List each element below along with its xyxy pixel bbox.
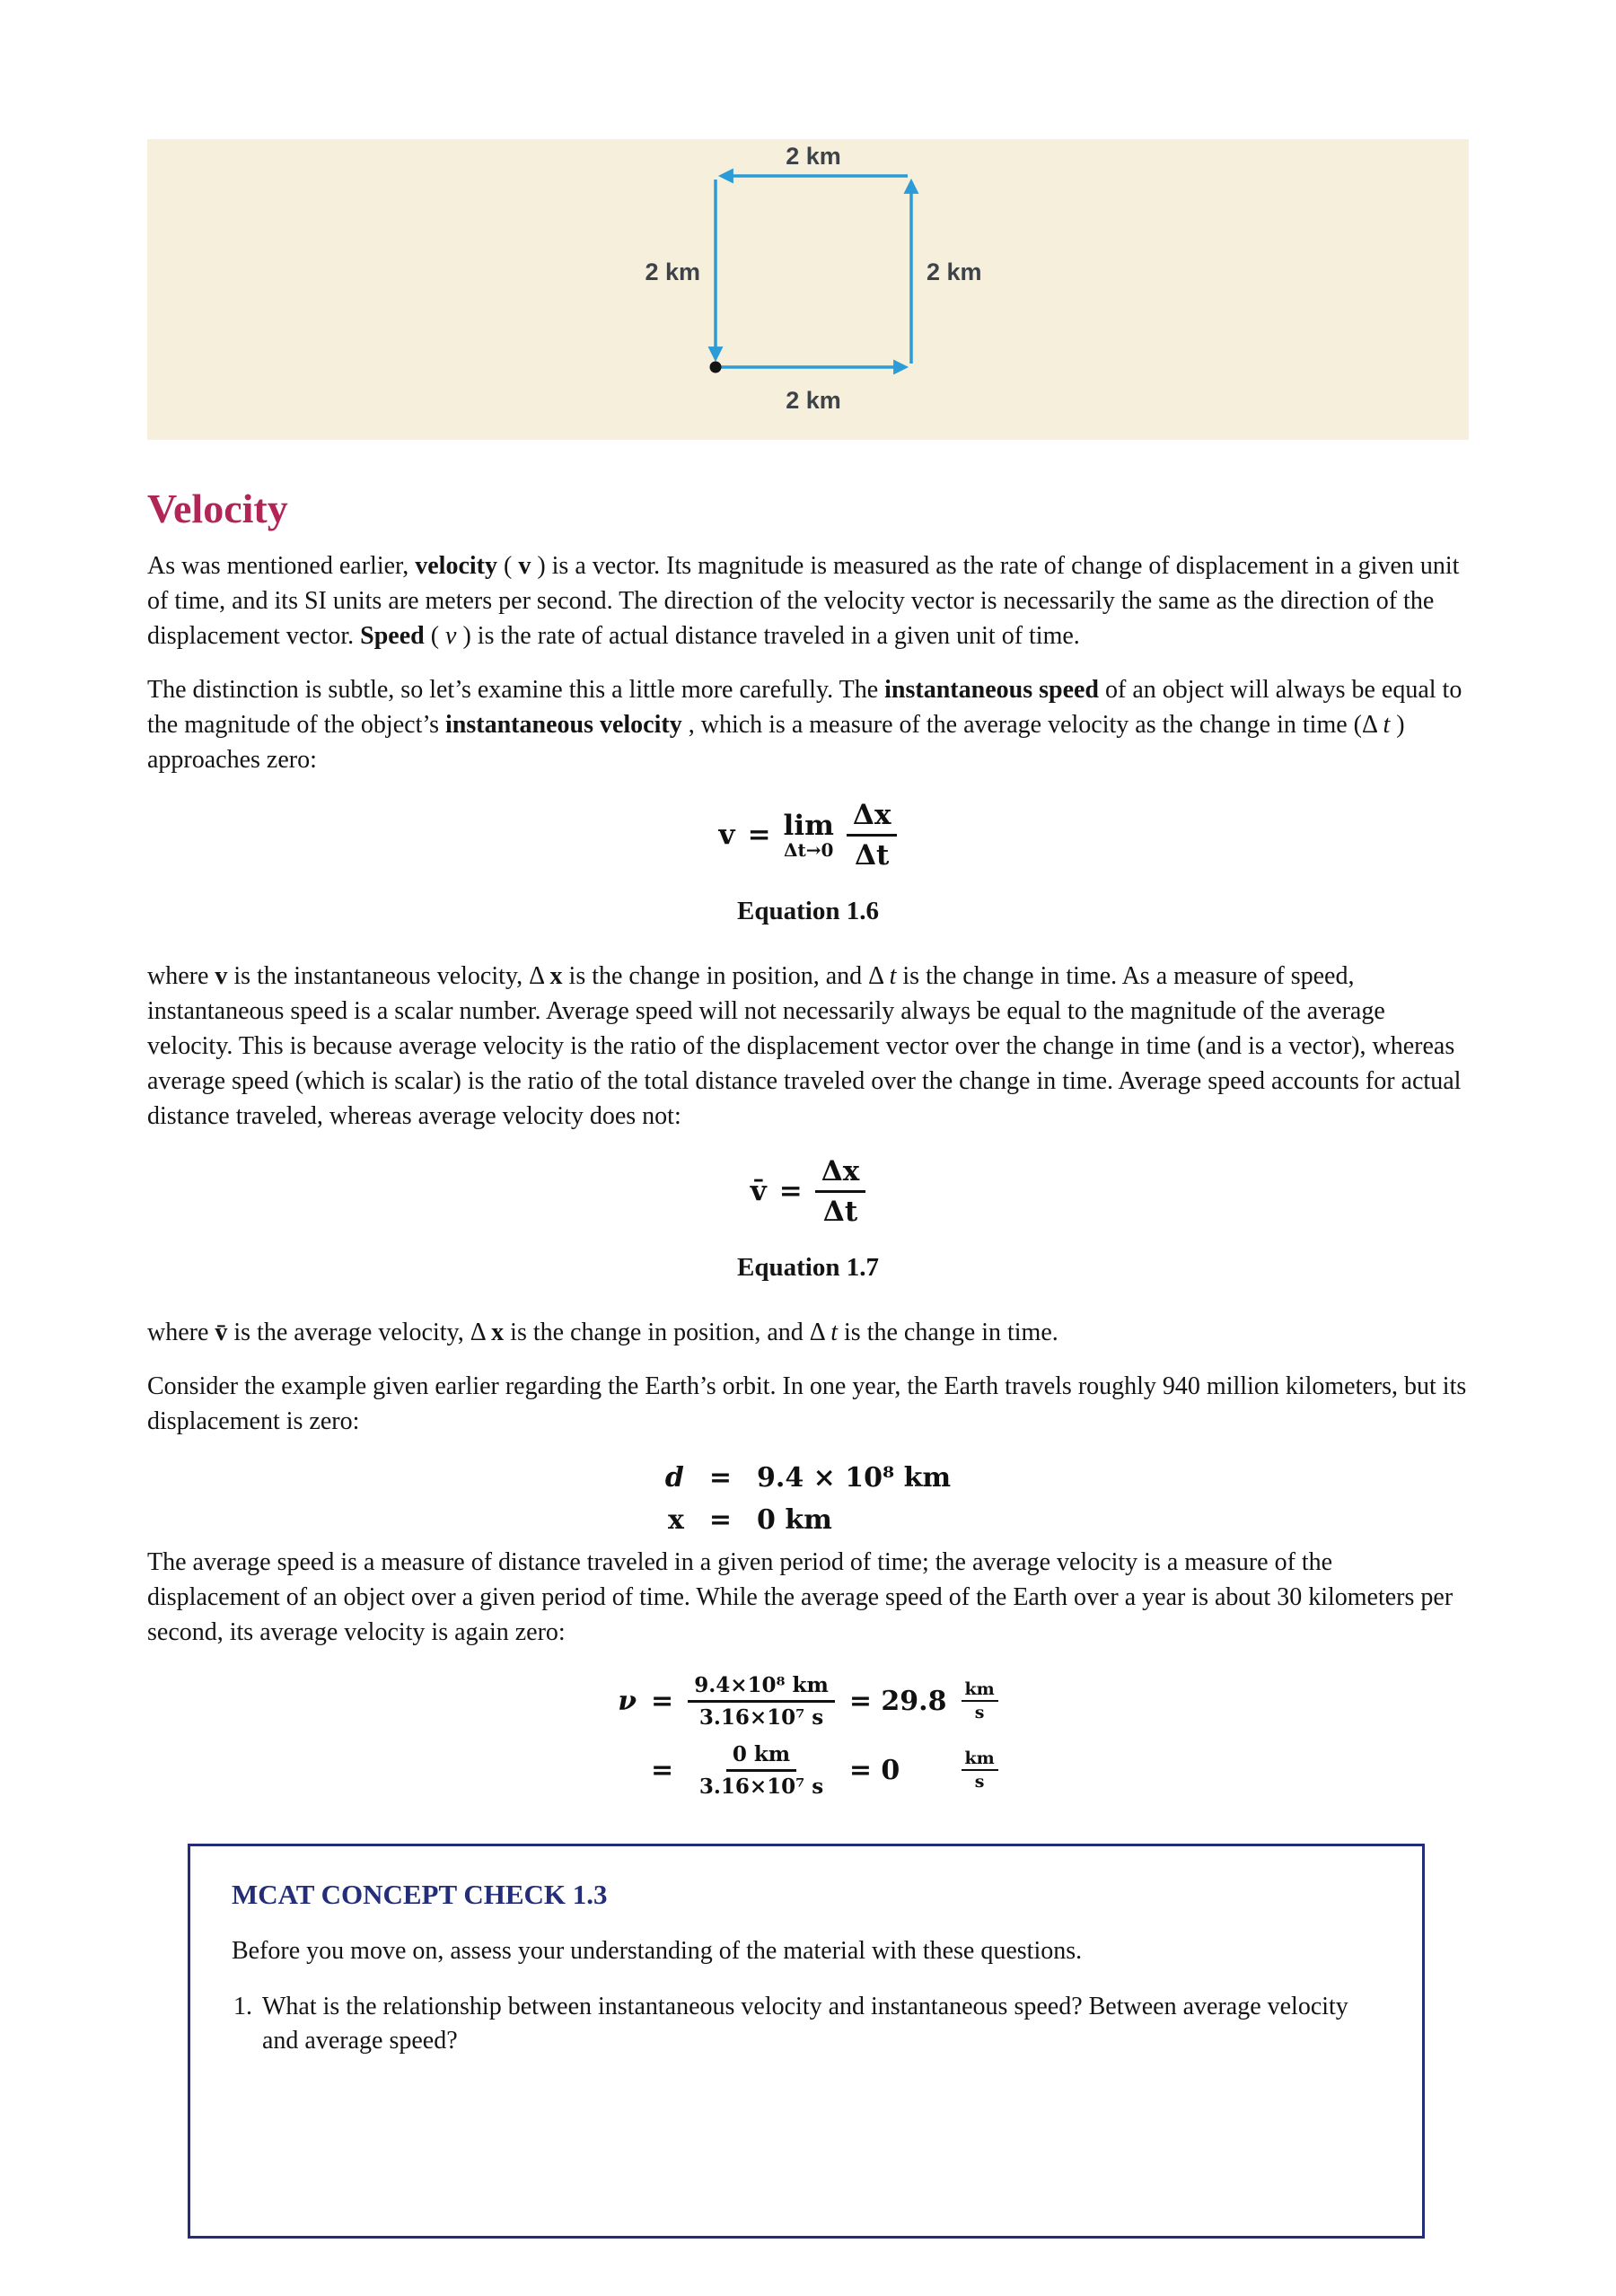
nu-row1-unit-den: s — [974, 1703, 985, 1723]
average-speed-equations — [147, 1673, 1469, 1799]
dx-row2-value: 0 km — [757, 1503, 832, 1536]
eq17-numerator: Δx — [815, 1155, 866, 1193]
nu-row2-fraction — [688, 1742, 835, 1799]
paragraph-average-speed-earth: The average speed is a measure of distance traveled in a given period of time; the average velocity is a measure of the displacement of an object over a given period of time. While the average speed of the Earth over a year is about 30 kilometers per second, its average velocity is again zero: — [147, 1547, 1454, 1646]
displacement-equations — [147, 1462, 1469, 1536]
concept-check-box — [188, 1844, 1425, 2239]
eq17-equals: = — [778, 1175, 803, 1208]
distance-label-top: 2 km — [786, 143, 841, 170]
nu-row1-unit-fraction — [962, 1679, 998, 1722]
paragraph-velocity-definition: As was mentioned earlier, velocity ( v ) is a vector. Its magnitude is measured as the rate of change of displacement in a given unit of time, and its SI units are meters per second. The direction of the velocity vector is necessarily the same as the direction of the displacement vector. Speed ( v ) is the rate of actual distance traveled in a given unit of time. — [147, 551, 1460, 650]
nu-row2-equals: = — [651, 1754, 674, 1786]
equation-1-6 — [147, 799, 1469, 872]
eq17-lhs: v̄ — [750, 1175, 767, 1208]
nu-row1-variable: ν — [618, 1685, 637, 1717]
nu-row2-result: = 0 — [848, 1754, 900, 1786]
nu-row2-numerator: 0 km — [726, 1742, 796, 1772]
eq16-lim-label: lim — [783, 809, 834, 842]
dx-row1-variable: d — [664, 1461, 684, 1494]
nu-row2-unit-den: s — [974, 1772, 985, 1792]
concept-check-question-1 — [232, 1990, 1377, 2058]
equation-1-6-caption: Equation 1.6 — [737, 896, 879, 925]
nu-row1-result: = 29.8 — [848, 1685, 947, 1717]
eq16-lim-subscript: Δt→0 — [784, 838, 834, 861]
nu-row2-unit-num: km — [962, 1748, 998, 1771]
dx-row1-value: 9.4 × 10⁸ km — [757, 1461, 952, 1494]
eq17-fraction — [815, 1155, 866, 1228]
nu-row1-unit-num: km — [962, 1679, 998, 1702]
paragraph-instantaneous-speed: The distinction is subtle, so let’s examine this a little more carefully. The instantaneous speed of an object will always be equal to the magnitude of the object’s instantaneous velocity , which is a measure of the average velocity as the change in time (Δ t ) approaches zero: — [147, 675, 1462, 774]
question-1-text: What is the relationship between instantaneous velocity and instantaneous speed? Between average velocity and average speed? — [262, 1992, 1348, 2055]
paragraph-earth-orbit-example: Consider the example given earlier regarding the Earth’s orbit. In one year, the Earth travels roughly 940 million kilometers, but its displacement is zero: — [147, 1371, 1467, 1435]
question-1-number: 1. — [233, 1992, 252, 2020]
distance-label-right: 2 km — [927, 259, 982, 285]
nu-row1-fraction — [688, 1673, 835, 1730]
dx-row2-variable: x — [667, 1503, 684, 1536]
distance-label-left: 2 km — [645, 259, 700, 285]
equation-1-7-caption: Equation 1.7 — [737, 1252, 879, 1282]
equation-1-7 — [147, 1155, 1469, 1228]
paragraph-average-velocity-terms: where v̄ is the average velocity, Δ x is the change in position, and Δ t is the change in time. — [147, 1318, 1058, 1346]
start-point-dot — [710, 362, 722, 373]
nu-row2-denominator: 3.16×10⁷ s — [698, 1774, 824, 1799]
displacement-figure — [147, 139, 1469, 440]
dx-row2-equals: = — [708, 1503, 733, 1536]
paragraph-average-speed-vs-velocity: where v is the instantaneous velocity, Δ x is the change in position, and Δ t is the change in time. As a measure of speed, instantaneous speed is a scalar number. Average speed will not necessarily always be equal to the magnitude of the average velocity. This is because average velocity is the ratio of the displacement vector over the change in time (and is a vector), whereas average speed (which is scalar) is the ratio of the total distance traveled over the change in time. Average speed accounts for actual distance traveled, whereas average velocity does not: — [147, 961, 1462, 1130]
distance-label-bottom: 2 km — [786, 387, 841, 414]
nu-row1-equals: = — [651, 1685, 674, 1717]
concept-check-intro: Before you move on, assess your understanding of the material with these questions. — [232, 1936, 1083, 1965]
section-heading-velocity: Velocity — [147, 486, 288, 531]
concept-check-title: MCAT CONCEPT CHECK 1.3 — [232, 1878, 608, 1910]
square-path-diagram — [147, 139, 1469, 440]
eq16-numerator: Δx — [847, 799, 898, 837]
nu-row1-denominator: 3.16×10⁷ s — [698, 1704, 824, 1730]
eq16-limit — [784, 810, 834, 861]
eq16-lhs: v — [718, 819, 735, 852]
nu-row1-numerator: 9.4×10⁸ km — [688, 1673, 835, 1703]
eq17-denominator: Δt — [822, 1195, 858, 1228]
nu-row2-unit-fraction — [962, 1748, 998, 1792]
eq16-equals: = — [747, 819, 771, 852]
eq16-denominator: Δt — [854, 838, 890, 872]
eq16-fraction — [847, 799, 898, 872]
dx-row1-equals: = — [708, 1461, 733, 1494]
